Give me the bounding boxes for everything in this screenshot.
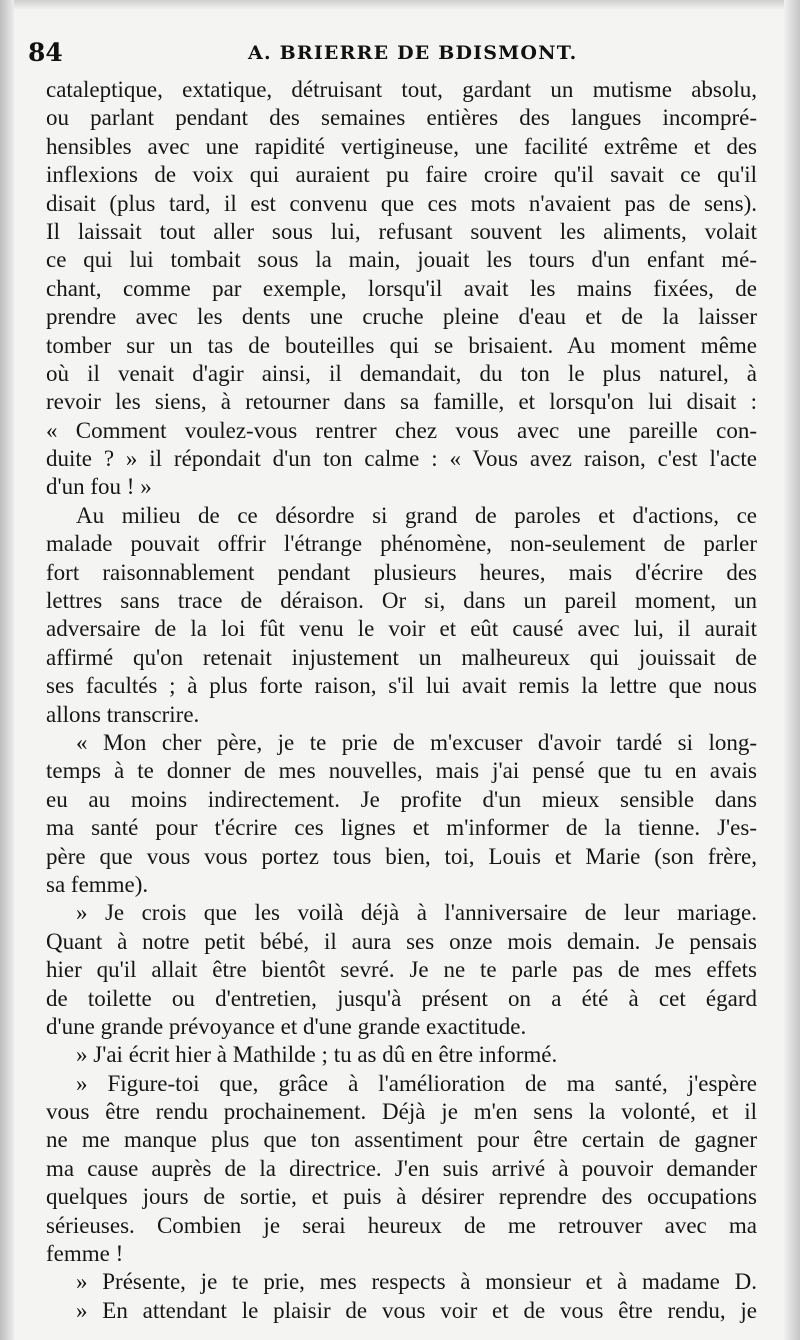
text-line: » En attendant le plaisir de vous voir et de vous être rendu, je — [76, 1297, 757, 1323]
text-line: ce qui lui tombait sous la main, jouait les tours d'un enfant mé- — [46, 247, 757, 273]
text-line: sa femme). — [46, 871, 149, 897]
text-line: ne me manque plus que ton assentiment pour être certain de gagner — [46, 1127, 757, 1153]
text-line: cataleptique, extatique, détruisant tout, gardant un mutisme absolu, — [46, 77, 757, 102]
text-line: ma santé pour t'écrire ces lignes et m'informer de la tienne. J'es- — [46, 815, 757, 841]
text-line: tomber sur un tas de bouteilles qui se brisaient. Au moment même — [46, 332, 757, 358]
text-line: » Je crois que les voilà déjà à l'anniversaire de leur mariage. — [76, 900, 757, 926]
text-line: hier qu'il allait être bientôt sevré. Je ne te parle pas de mes effets — [46, 957, 757, 983]
text-line: adversaire de la loi fût venu le voir et eût causé avec lui, il aurait — [46, 616, 757, 642]
text-line: lettres sans trace de déraison. Or si, dans un pareil moment, un — [46, 588, 757, 614]
text-line: revoir les siens, à retourner dans sa famille, et lorsqu'on lui disait : — [46, 389, 757, 415]
text-line: Quant à notre petit bébé, il aura ses onze mois demain. Je pensais — [46, 928, 757, 954]
text-line: ses facultés ; à plus forte raison, s'il lui avait remis la lettre que nous — [46, 673, 757, 699]
text-line: allons transcrire. — [46, 701, 200, 727]
text-line: eu au moins indirectement. Je profite d'un mieux sensible dans — [46, 786, 757, 812]
text-line: malade pouvait offrir l'étrange phénomène, non-seulement de parler — [46, 531, 757, 557]
body-text — [46, 76, 757, 1325]
text-line: » Figure-toi que, grâce à l'amélioration de ma santé, j'espère — [76, 1070, 757, 1096]
text-line: où il venait d'agir ainsi, il demandait, du ton le plus naturel, à — [46, 360, 757, 386]
text-line: disait (plus tard, il est convenu que ces mots n'avaient pas de sens). — [46, 190, 757, 216]
text-line: inflexions de voix qui auraient pu faire croire qu'il savait ce qu'il — [46, 162, 757, 188]
text-line: d'une grande prévoyance et d'une grande exactitude. — [46, 1013, 527, 1039]
text-line: femme ! — [46, 1241, 124, 1267]
text-line: affirmé qu'on retenait injustement un malheureux qui jouissait de — [46, 644, 757, 670]
text-line: de toilette ou d'entretien, jusqu'à présent on a été à cet égard — [46, 985, 757, 1011]
text-line: vous être rendu prochainement. Déjà je m'en sens la volonté, et il — [46, 1099, 757, 1125]
text-line: Il laissait tout aller sous lui, refusant souvent les aliments, volait — [46, 218, 757, 244]
text-line: chant, comme par exemple, lorsqu'il avait les mains fixées, de — [46, 275, 757, 301]
page-number: 84 — [28, 38, 63, 67]
text-line: père que vous vous portez tous bien, toi, Louis et Marie (son frère, — [46, 843, 757, 869]
scan-shadow-right — [784, 0, 800, 1340]
text-line: Au milieu de ce désordre si grand de paroles et d'actions, ce — [76, 502, 757, 528]
page-header — [28, 38, 768, 68]
running-head: A. BRIERRE DE BDISMONT. — [248, 42, 578, 64]
text-line: sérieuses. Combien je serai heureux de me retrouver avec ma — [46, 1212, 757, 1238]
text-line: » Présente, je te prie, mes respects à monsieur et à madame D. — [76, 1269, 757, 1295]
text-line: fort raisonnablement pendant plusieurs heures, mais d'écrire des — [46, 559, 757, 585]
text-line: d'un fou ! » — [46, 474, 152, 500]
scan-shadow-top — [0, 0, 800, 10]
scan-shadow-left — [0, 0, 14, 1340]
text-line: ou parlant pendant des semaines entières des langues incompré- — [46, 105, 757, 131]
text-line: ma cause auprès de la directrice. J'en suis arrivé à pouvoir demander — [46, 1155, 757, 1181]
text-line: quelques jours de sortie, et puis à désirer reprendre des occupations — [46, 1184, 757, 1210]
text-line: duite ? » il répondait d'un ton calme : « Vous avez raison, c'est l'acte — [46, 446, 757, 472]
text-line: « Comment voulez-vous rentrer chez vous avec une pareille con- — [46, 417, 757, 443]
text-line: » J'ai écrit hier à Mathilde ; tu as dû en être informé. — [76, 1042, 558, 1068]
text-line: prendre avec les dents une cruche pleine d'eau et de la laisser — [46, 304, 757, 330]
text-line: « Mon cher père, je te prie de m'excuser d'avoir tardé si long- — [76, 729, 757, 755]
text-line: temps à te donner de mes nouvelles, mais j'ai pensé que tu en avais — [46, 758, 757, 784]
text-line: hensibles avec une rapidité vertigineuse, une facilité extrême et des — [46, 133, 757, 159]
